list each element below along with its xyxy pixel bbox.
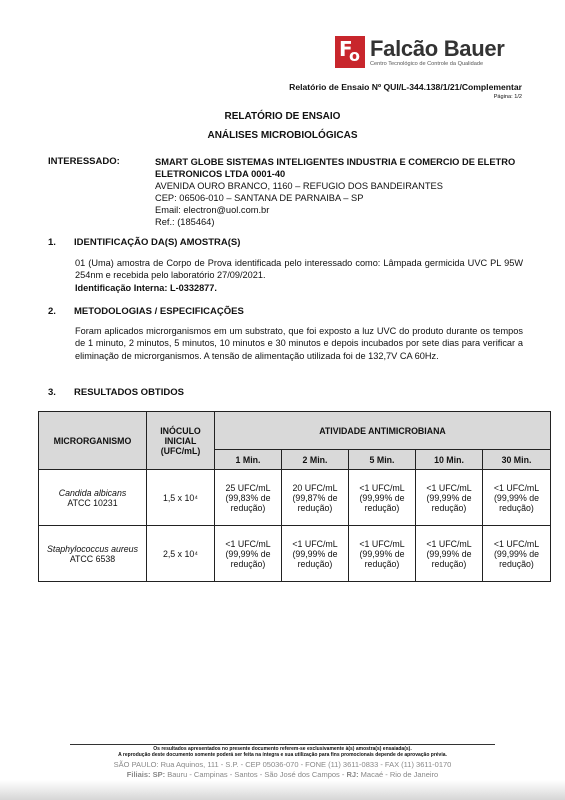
section-3-title: RESULTADOS OBTIDOS bbox=[74, 387, 184, 398]
header-time-4: 10 Min. bbox=[416, 450, 483, 470]
header-inoculo: INÓCULO INICIAL (UFC/mL) bbox=[147, 412, 215, 470]
interessado-label: INTERESSADO: bbox=[48, 156, 120, 167]
filiais-rj-label: RJ: bbox=[346, 770, 359, 779]
interessado-block bbox=[155, 156, 525, 228]
company-cep: CEP: 06506-010 – SANTANA DE PARNAIBA – SP bbox=[155, 193, 364, 203]
section-3-heading bbox=[48, 387, 184, 398]
microorganism-name: Candida albicans bbox=[58, 487, 127, 498]
section-1-text: 01 (Uma) amostra de Corpo de Prova identificada pelo interessado como: Lâmpada germicida UVC PL 95W 254nm e recebida pelo laboratório 27/09/2021. bbox=[75, 258, 523, 281]
table-row bbox=[39, 470, 551, 526]
table-row bbox=[39, 526, 551, 582]
result-cell: <1 UFC/mL (99,99% de redução) bbox=[483, 526, 551, 582]
microorganism-name: Staphylococcus aureus bbox=[47, 543, 138, 554]
section-1-text-block bbox=[75, 257, 523, 294]
microorganism-strain: ATCC 6538 bbox=[69, 553, 116, 564]
report-number: Relatório de Ensaio Nº QUI/L-344.138/1/21/Complementar bbox=[289, 82, 522, 92]
footer-filiais bbox=[0, 770, 565, 779]
inoculo-cell: 2,5 x 10⁴ bbox=[147, 526, 215, 582]
result-cell: <1 UFC/mL (99,99% de redução) bbox=[282, 526, 349, 582]
result-cell: <1 UFC/mL (99,99% de redução) bbox=[416, 470, 483, 526]
company-email: Email: electron@uol.com.br bbox=[155, 205, 270, 215]
header-atividade: ATIVIDADE ANTIMICROBIANA bbox=[215, 412, 551, 450]
result-cell: 20 UFC/mL (99,87% de redução) bbox=[282, 470, 349, 526]
result-cell: <1 UFC/mL (99,99% de redução) bbox=[416, 526, 483, 582]
result-cell: <1 UFC/mL (99,99% de redução) bbox=[349, 470, 416, 526]
footer-note-1: Os resultados apresentados no presente documento referem-se exclusivamente à(s) amostra(s) ensaiada(s). bbox=[153, 746, 412, 752]
section-1-number: 1. bbox=[48, 237, 56, 248]
filiais-sp: Bauru - Campinas - Santos - São José dos Campos - bbox=[165, 770, 347, 779]
company-ref: Ref.: (185464) bbox=[155, 217, 215, 227]
footer-divider bbox=[70, 744, 495, 745]
logo-subtitle: Centro Tecnológico de Controle da Qualidade bbox=[370, 60, 484, 67]
header-time-3: 5 Min. bbox=[349, 450, 416, 470]
microorganism-strain: ATCC 10231 bbox=[67, 497, 118, 508]
footer-note-2: A reprodução deste documento somente poderá ser feita na íntegra e sua utilização para fins promocionais depende de aprovação prévia. bbox=[118, 752, 447, 758]
result-cell: 25 UFC/mL (99,83% de redução) bbox=[215, 470, 282, 526]
header-time-2: 2 Min. bbox=[282, 450, 349, 470]
microorganism-cell bbox=[39, 470, 147, 526]
filiais-rj: Macaé - Rio de Janeiro bbox=[358, 770, 439, 779]
inoculo-cell: 1,5 x 10⁴ bbox=[147, 470, 215, 526]
page-number: Página: 1/2 bbox=[493, 94, 522, 100]
section-1-title: IDENTIFICAÇÃO DA(S) AMOSTRA(S) bbox=[74, 237, 241, 248]
company-logo bbox=[335, 36, 505, 68]
section-2-number: 2. bbox=[48, 306, 56, 317]
logo-name: Falcão Bauer bbox=[370, 35, 505, 61]
company-address: AVENIDA OURO BRANCO, 1160 – REFUGIO DOS BANDEIRANTES bbox=[155, 181, 443, 191]
report-title: RELATÓRIO DE ENSAIO bbox=[224, 111, 341, 122]
result-cell: <1 UFC/mL (99,99% de redução) bbox=[349, 526, 416, 582]
falcao-bauer-logo-icon: F o bbox=[335, 36, 365, 68]
company-name: SMART GLOBE SISTEMAS INTELIGENTES INDUSTRIA E COMERCIO DE ELETRO ELETRONICOS LTDA 0001-40 bbox=[155, 157, 516, 179]
section-2-heading bbox=[48, 306, 244, 317]
header-time-1: 1 Min. bbox=[215, 450, 282, 470]
microorganism-cell bbox=[39, 526, 147, 582]
scan-shadow bbox=[0, 780, 565, 800]
footer-address: SÃO PAULO: Rua Aquinos, 111 - S.P. - CEP 05036-070 - FONE (11) 3611-0833 - FAX (11) 3611-0170 bbox=[113, 760, 452, 769]
section-1-heading bbox=[48, 237, 240, 248]
report-subtitle: ANÁLISES MICROBIOLÓGICAS bbox=[207, 130, 358, 141]
section-3-number: 3. bbox=[48, 387, 56, 398]
result-cell: <1 UFC/mL (99,99% de redução) bbox=[483, 470, 551, 526]
header-microrganismo: MICRORGANISMO bbox=[39, 412, 147, 470]
filiais-label: Filiais: SP: bbox=[126, 770, 166, 779]
result-cell: <1 UFC/mL (99,99% de redução) bbox=[215, 526, 282, 582]
header-time-5: 30 Min. bbox=[483, 450, 551, 470]
section-2-title: METODOLOGIAS / ESPECIFICAÇÕES bbox=[74, 306, 244, 317]
results-table bbox=[38, 411, 551, 582]
internal-id: Identificação Interna: L-0332877. bbox=[75, 282, 217, 293]
section-2-text: Foram aplicados microrganismos em um substrato, que foi exposto a luz UVC do produto durante os tempos de 1 minuto, 2 minutos, 5 minutos, 10 minutos e 30 minutos e depois incubados por sete dias para verificar a eliminação de microrganismos. A tensão de alimentação utilizada foi de 132,7V CA 60Hz. bbox=[75, 326, 523, 361]
